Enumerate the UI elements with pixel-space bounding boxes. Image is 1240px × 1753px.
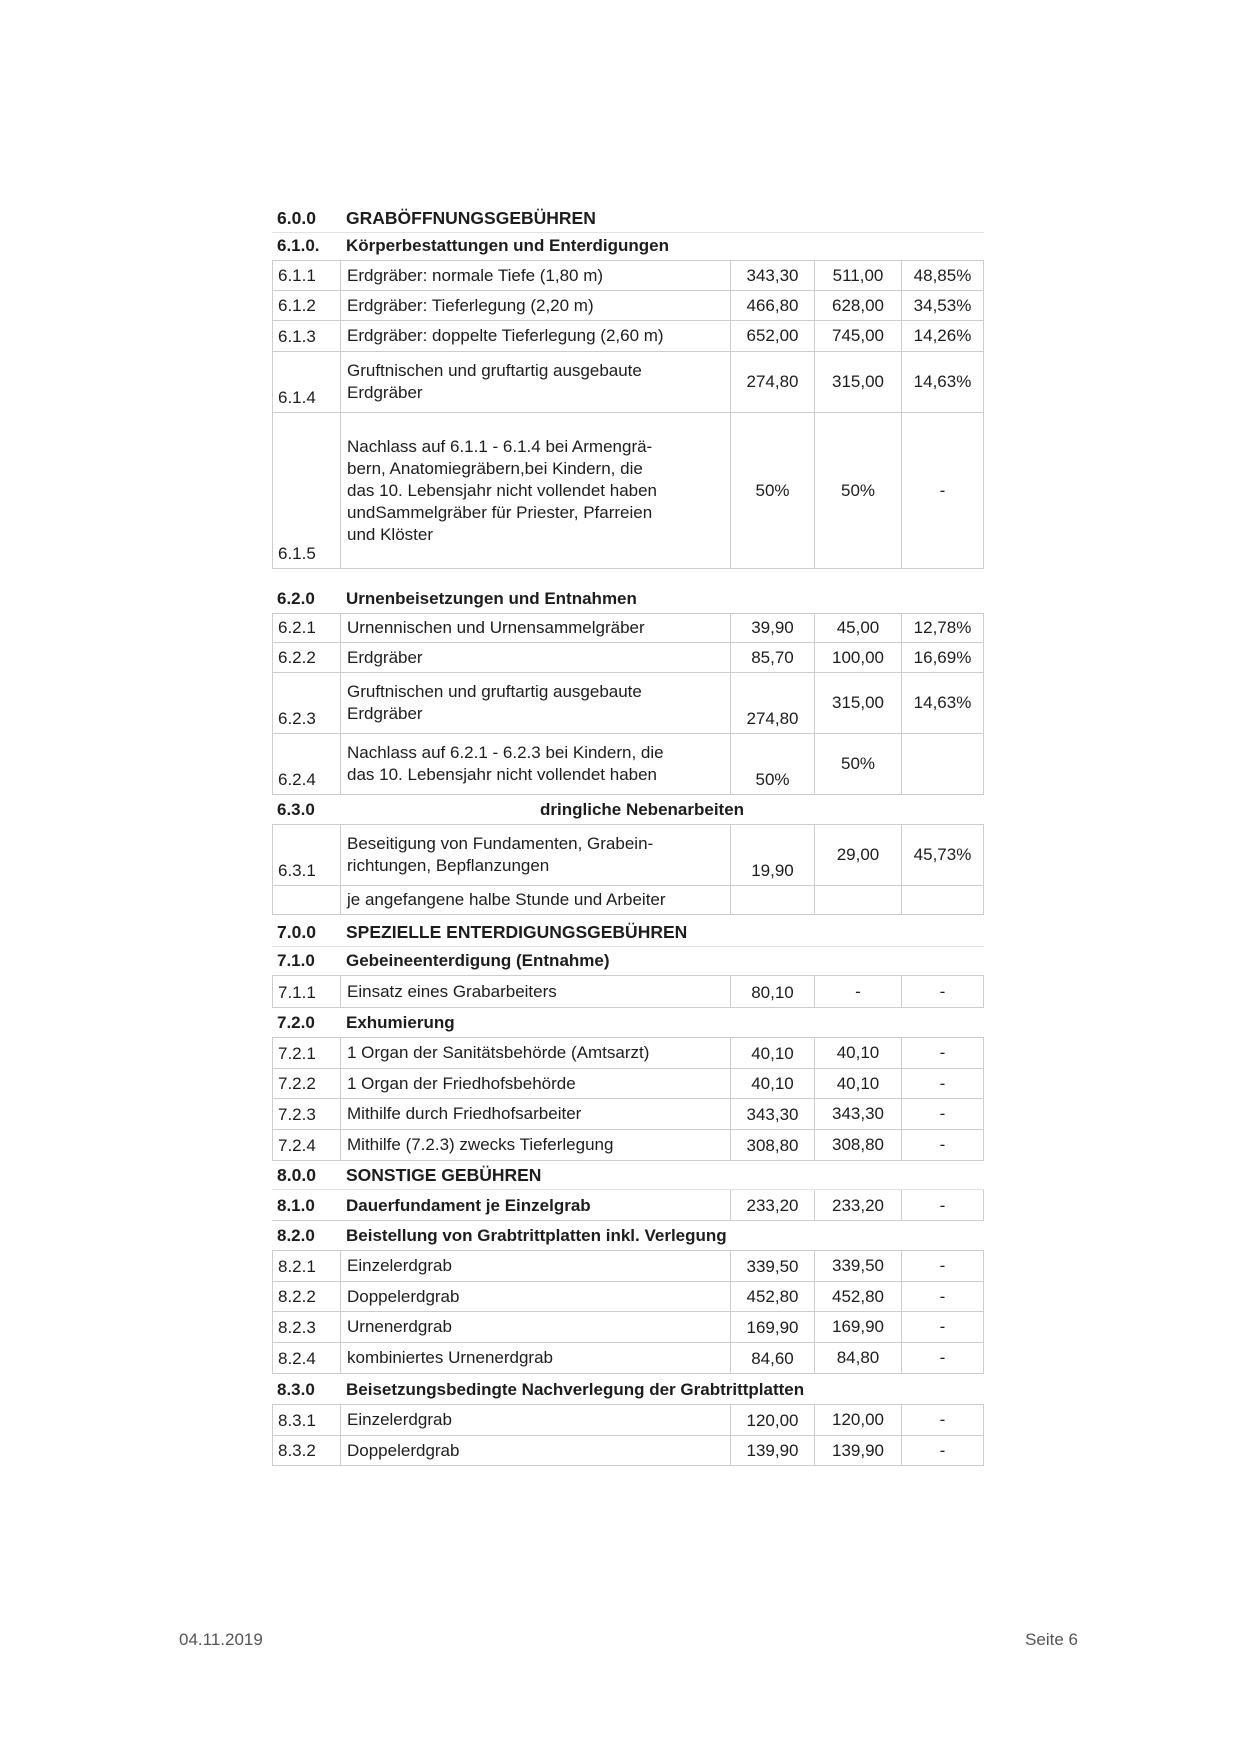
value-change-percent [901,734,984,794]
value-new: 139,90 [814,1436,901,1465]
row-code: 6.1.0. [277,236,320,255]
section-heading-row [272,233,984,261]
value-change-percent: - [901,1099,984,1129]
value-old: 85,70 [730,643,814,672]
row-description: Doppelerdgrab [340,1436,730,1465]
value-change-percent: - [901,1130,984,1160]
row-code: 6.3.1 [272,825,340,885]
value-new: 343,30 [814,1099,901,1129]
fee-row [272,673,984,734]
value-old: 452,80 [730,1282,814,1311]
value-change-percent: - [901,1069,984,1098]
value-new: 233,20 [814,1190,901,1220]
value-old: 308,80 [730,1130,814,1160]
section-heading-row [272,1190,984,1221]
value-old: 50% [730,734,814,794]
row-description: Urnennischen und Urnensammelgräber [340,614,730,642]
row-description: dringliche Nebenarbeiten [540,800,745,819]
value-new: 40,10 [814,1038,901,1068]
value-new: - [814,976,901,1007]
value-old: 139,90 [730,1436,814,1465]
value-new: 315,00 [814,352,901,412]
row-description: 1 Organ der Friedhofsbehörde [340,1069,730,1098]
row-description: kombiniertes Urnenerdgrab [340,1343,730,1373]
row-description: Erdgräber: Tieferlegung (2,20 m) [340,291,730,320]
fee-row [272,1405,984,1436]
row-code: 8.1.0 [277,1196,315,1215]
section-heading-row [272,1008,984,1038]
value-new: 45,00 [814,614,901,642]
value-new: 308,80 [814,1130,901,1160]
value-change-percent: 48,85% [901,261,984,290]
row-code: 6.0.0 [277,208,316,228]
row-description: SPEZIELLE ENTERDIGUNGSGEBÜHREN [346,922,688,942]
fee-row [272,1312,984,1343]
row-description: Gruftnischen und gruftartig ausgebaute Erdgräber [340,352,730,412]
row-description: Nachlass auf 6.1.1 - 6.1.4 bei Armengrä- bern, Anatomiegräbern,bei Kindern, die das 10. Lebensjahr nicht vollendet haben undSammelgräber für Priester, Pfarreien und Klöster [340,413,730,568]
row-description: Einzelerdgrab [340,1251,730,1281]
row-description: Erdgräber [340,643,730,672]
row-description: GRABÖFFNUNGSGEBÜHREN [346,208,596,228]
footer-date: 04.11.2019 [179,1630,263,1649]
value-old: 233,20 [730,1190,814,1220]
row-description: Urnenerdgrab [340,1312,730,1342]
row-description: Exhumierung [346,1013,455,1032]
row-code: 6.1.3 [272,321,340,351]
row-code: 8.3.0 [277,1380,315,1399]
footer-page-number: Seite 6 [1025,1630,1078,1649]
row-code: 6.2.3 [272,673,340,733]
section-heading-row [272,947,984,976]
row-description: Erdgräber: normale Tiefe (1,80 m) [340,261,730,290]
row-code: 8.2.2 [272,1282,340,1311]
value-change-percent: 14,63% [901,352,984,412]
value-old: 80,10 [730,976,814,1007]
value-new [814,886,901,914]
row-code: 8.2.0 [277,1226,315,1245]
value-old [730,886,814,914]
row-description: 1 Organ der Sanitätsbehörde (Amtsarzt) [340,1038,730,1068]
section-heading-row [272,915,984,947]
row-description: SONSTIGE GEBÜHREN [346,1165,542,1185]
value-new: 628,00 [814,291,901,320]
value-new: 50% [814,734,901,794]
value-new: 120,00 [814,1405,901,1435]
section-heading-row [272,1161,984,1190]
fee-table [272,207,984,1466]
fee-row [272,352,984,413]
value-old: 274,80 [730,673,814,733]
value-new: 100,00 [814,643,901,672]
row-description: Gebeineenterdigung (Entnahme) [346,951,610,970]
value-change-percent: - [901,1312,984,1342]
fee-row [272,614,984,643]
fee-row [272,413,984,569]
row-code: 6.1.4 [272,352,340,412]
value-change-percent: 45,73% [901,825,984,885]
fee-row [272,1436,984,1466]
value-new: 50% [814,413,901,568]
value-old: 652,00 [730,321,814,351]
row-code: 6.2.1 [272,614,340,642]
row-code: 6.2.4 [272,734,340,794]
row-description: Mithilfe (7.2.3) zwecks Tieferlegung [340,1130,730,1160]
row-description: Beisetzungsbedingte Nachverlegung der Grabtrittplatten [346,1380,805,1399]
section-heading-row [272,1374,984,1405]
row-description: Dauerfundament je Einzelgrab [346,1196,591,1215]
value-old: 466,80 [730,291,814,320]
value-change-percent: - [901,1436,984,1465]
fee-row [272,886,984,915]
row-description: Erdgräber: doppelte Tieferlegung (2,60 m) [340,321,730,351]
fee-row [272,321,984,352]
row-code: 6.1.1 [272,261,340,290]
value-old: 84,60 [730,1343,814,1373]
value-change-percent: - [901,1251,984,1281]
fee-row [272,1130,984,1161]
row-description: Einsatz eines Grabarbeiters [340,976,730,1007]
value-new: 29,00 [814,825,901,885]
value-old: 40,10 [730,1069,814,1098]
fee-row [272,825,984,886]
value-change-percent [901,886,984,914]
row-code: 7.1.1 [272,976,340,1007]
row-code: 7.2.4 [272,1130,340,1160]
value-old: 343,30 [730,1099,814,1129]
value-change-percent: - [901,1282,984,1311]
value-old: 19,90 [730,825,814,885]
row-code: 7.2.0 [277,1013,315,1032]
row-description: Urnenbeisetzungen und Entnahmen [346,589,637,608]
value-change-percent: - [901,1343,984,1373]
value-change-percent: - [901,1190,984,1220]
row-code: 7.2.1 [272,1038,340,1068]
section-heading-row [272,1221,984,1251]
fee-row [272,734,984,795]
value-new: 315,00 [814,673,901,733]
row-description: Doppelerdgrab [340,1282,730,1311]
value-old: 40,10 [730,1038,814,1068]
row-description: Beseitigung von Fundamenten, Grabein- richtungen, Bepflanzungen [340,825,730,885]
fee-row [272,643,984,673]
value-new: 745,00 [814,321,901,351]
value-new: 169,90 [814,1312,901,1342]
value-new: 339,50 [814,1251,901,1281]
row-code: 6.2.0 [277,589,315,608]
section-heading-row [272,795,984,825]
row-description: Mithilfe durch Friedhofsarbeiter [340,1099,730,1129]
value-new: 511,00 [814,261,901,290]
row-code: 8.2.1 [272,1251,340,1281]
value-new: 452,80 [814,1282,901,1311]
row-code: 8.0.0 [277,1165,316,1185]
row-description: je angefangene halbe Stunde und Arbeiter [340,886,730,914]
fee-row [272,291,984,321]
value-change-percent: 34,53% [901,291,984,320]
value-old: 50% [730,413,814,568]
row-description: Gruftnischen und gruftartig ausgebaute Erdgräber [340,673,730,733]
value-new: 40,10 [814,1069,901,1098]
row-description: Nachlass auf 6.2.1 - 6.2.3 bei Kindern, die das 10. Lebensjahr nicht vollendet haben [340,734,730,794]
value-new: 84,80 [814,1343,901,1373]
section-heading-row [272,569,984,614]
value-change-percent: 14,63% [901,673,984,733]
fee-row [272,261,984,291]
row-code: 6.1.5 [272,413,340,568]
row-description: Körperbestattungen und Enterdigungen [346,236,669,255]
value-change-percent: - [901,1038,984,1068]
value-old: 39,90 [730,614,814,642]
fee-row [272,1251,984,1282]
section-heading-row [272,207,984,233]
row-code: 8.2.4 [272,1343,340,1373]
value-change-percent: 16,69% [901,643,984,672]
row-code: 8.3.1 [272,1405,340,1435]
row-code: 7.2.3 [272,1099,340,1129]
row-code: 6.2.2 [272,643,340,672]
value-change-percent: - [901,976,984,1007]
row-code: 8.2.3 [272,1312,340,1342]
value-old: 169,90 [730,1312,814,1342]
row-code: 6.3.0 [277,800,315,819]
value-change-percent: - [901,1405,984,1435]
row-code: 6.1.2 [272,291,340,320]
fee-row [272,1343,984,1374]
row-code: 7.2.2 [272,1069,340,1098]
row-code [272,886,340,914]
value-change-percent: 14,26% [901,321,984,351]
fee-row [272,1282,984,1312]
fee-row [272,1038,984,1069]
value-old: 274,80 [730,352,814,412]
value-change-percent: 12,78% [901,614,984,642]
row-code: 8.3.2 [272,1436,340,1465]
row-description: Beistellung von Grabtrittplatten inkl. Verlegung [346,1226,727,1245]
row-description: Einzelerdgrab [340,1405,730,1435]
fee-row [272,1099,984,1130]
value-change-percent: - [901,413,984,568]
row-code: 7.1.0 [277,951,315,970]
value-old: 343,30 [730,261,814,290]
fee-row [272,1069,984,1099]
fee-row [272,976,984,1008]
value-old: 120,00 [730,1405,814,1435]
row-code: 7.0.0 [277,922,316,942]
value-old: 339,50 [730,1251,814,1281]
